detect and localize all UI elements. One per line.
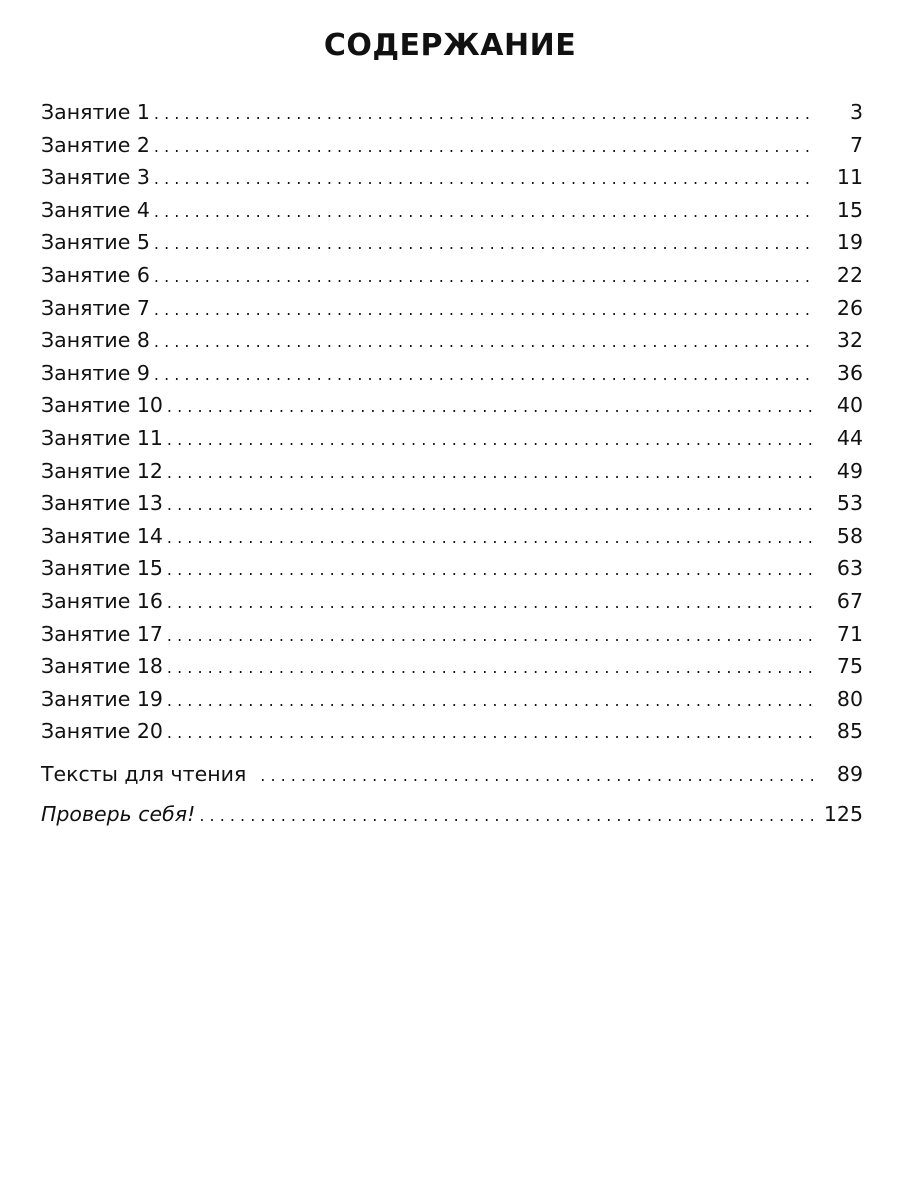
toc-entry-self-check[interactable]: [41, 798, 863, 831]
toc-entry[interactable]: [41, 129, 863, 162]
toc-entry[interactable]: [41, 715, 863, 748]
toc-entry-label: Занятие 16: [41, 588, 163, 613]
toc-entry[interactable]: [41, 650, 863, 683]
toc-entry[interactable]: [41, 194, 863, 227]
toc-entry-page: 71: [836, 621, 863, 646]
toc-entry-label: Занятие 15: [41, 556, 163, 581]
dot-leader: [167, 424, 815, 457]
toc-entry[interactable]: [41, 259, 863, 292]
dot-leader: [167, 620, 815, 653]
toc-entry-label: Занятие 19: [41, 686, 163, 711]
dot-leader: [199, 800, 815, 833]
toc-entry-page: 49: [836, 458, 863, 483]
toc-entry[interactable]: [41, 520, 863, 553]
toc-entry-page: 19: [836, 230, 863, 255]
page-title: СОДЕРЖАНИЕ: [323, 28, 577, 63]
dot-leader: [167, 554, 815, 587]
dot-leader: [167, 587, 815, 620]
dot-leader: [260, 760, 815, 793]
dot-leader: [154, 359, 815, 392]
toc-entry[interactable]: [41, 226, 863, 259]
toc-entry-page: 22: [836, 262, 863, 287]
dot-leader: [154, 294, 815, 327]
toc-entry-page: 26: [836, 295, 863, 320]
toc-entry-label: Занятие 6: [41, 262, 150, 287]
toc-entry-label: Проверь себя!: [41, 802, 196, 827]
dot-leader: [167, 685, 815, 718]
dot-leader: [154, 163, 815, 196]
toc-entry[interactable]: [41, 618, 863, 651]
toc-entry-page: 11: [836, 165, 863, 190]
toc-entry[interactable]: [41, 552, 863, 585]
toc-entry-label: Занятие 1: [41, 100, 150, 124]
toc-entry-label: Занятие 10: [41, 393, 163, 418]
toc-entry[interactable]: [41, 422, 863, 455]
dot-leader: [167, 391, 815, 424]
toc-entry-page: 40: [836, 393, 863, 418]
toc-entry-label: Занятие 20: [41, 719, 163, 744]
toc-entry-label: Занятие 4: [41, 197, 150, 222]
toc-entry-label: Занятие 3: [41, 165, 150, 190]
toc-entry-reading-texts[interactable]: [41, 758, 863, 791]
toc-entry[interactable]: [41, 455, 863, 488]
toc-entry-page: 85: [836, 719, 863, 744]
toc-entry-page: 58: [836, 523, 863, 548]
dot-leader: [167, 717, 815, 750]
toc-entry-label: Занятие 7: [41, 295, 150, 320]
dot-leader: [167, 652, 815, 685]
dot-leader: [167, 489, 815, 522]
toc-entry-page: 75: [836, 654, 863, 679]
dot-leader: [154, 196, 815, 229]
toc-entry[interactable]: [41, 357, 863, 390]
toc-entry-page: 53: [836, 491, 863, 516]
dot-leader: [154, 131, 815, 164]
toc-entry-label: Занятие 17: [41, 621, 163, 646]
toc-entry-page: 63: [836, 556, 863, 581]
toc-entry[interactable]: [41, 324, 863, 357]
toc-entry-page: 125: [823, 802, 863, 827]
toc-entry-page: 3: [849, 100, 863, 124]
toc-entry-label: Занятие 2: [41, 132, 150, 157]
toc-entry[interactable]: [41, 585, 863, 618]
toc-entry-page: 7: [849, 132, 863, 157]
toc-entry-page: 67: [836, 588, 863, 613]
toc-entry-page: 15: [836, 197, 863, 222]
toc-entry-label: Занятие 18: [41, 654, 163, 679]
toc-entry-label: Занятие 5: [41, 230, 150, 255]
toc-entry-label: Занятие 9: [41, 360, 150, 385]
toc-entry[interactable]: [41, 487, 863, 520]
toc-entry-page: 44: [836, 425, 863, 450]
toc-entry-label: Занятие 14: [41, 523, 163, 548]
dot-leader: [154, 98, 815, 131]
toc-entry-label: Занятие 8: [41, 328, 150, 353]
toc-entry[interactable]: [41, 96, 863, 129]
toc-entry-page: 32: [836, 328, 863, 353]
toc-entry-page: 80: [836, 686, 863, 711]
dot-leader: [154, 228, 815, 261]
toc-entry-label: Тексты для чтения: [41, 761, 247, 786]
toc-entry[interactable]: [41, 389, 863, 422]
dot-leader: [154, 261, 815, 294]
toc-entry-page: 89: [836, 761, 863, 786]
toc-entry-label: Занятие 13: [41, 491, 163, 516]
toc-entry-label: Занятие 11: [41, 425, 163, 450]
toc-entry[interactable]: [41, 292, 863, 325]
dot-leader: [167, 522, 815, 555]
table-of-contents: [41, 96, 863, 831]
toc-entry-label: Занятие 12: [41, 458, 163, 483]
dot-leader: [167, 457, 815, 490]
toc-entry[interactable]: [41, 161, 863, 194]
toc-entry-page: 36: [836, 360, 863, 385]
toc-entry[interactable]: [41, 683, 863, 716]
dot-leader: [154, 326, 815, 359]
